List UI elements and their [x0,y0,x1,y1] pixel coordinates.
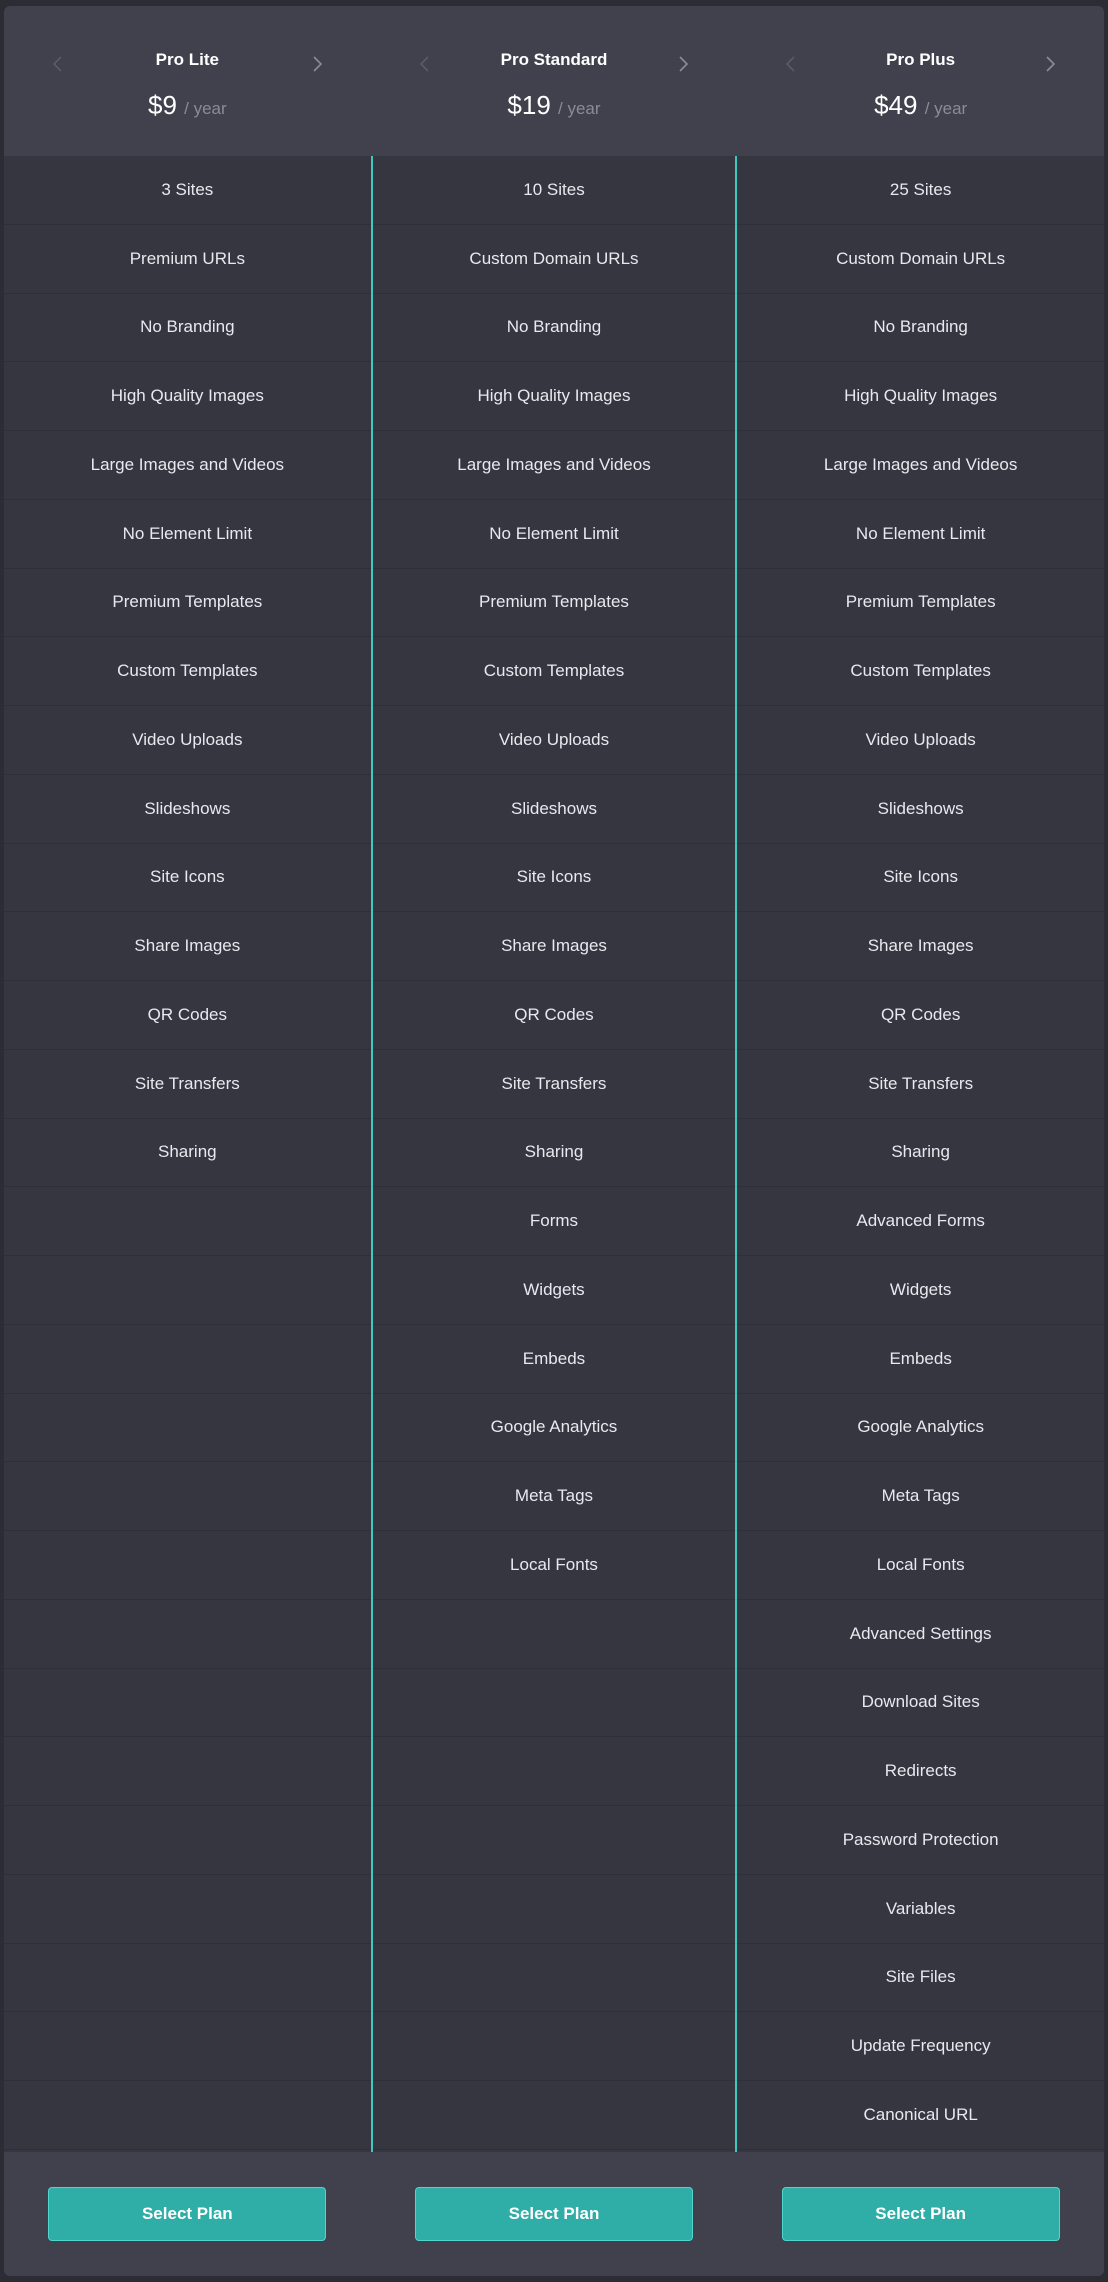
select-plan-button[interactable]: Select Plan [782,2187,1060,2241]
feature-row: Download Sites [737,1669,1104,1738]
feature-row: Large Images and Videos [371,431,738,500]
plan-footer [371,2152,738,2276]
feature-row: Sharing [371,1119,738,1188]
feature-row: Meta Tags [737,1462,1104,1531]
feature-row: Site Transfers [371,1050,738,1119]
feature-row: Custom Templates [4,637,371,706]
price-amount: $9 [147,90,177,120]
feature-row: Large Images and Videos [4,431,371,500]
feature-row: High Quality Images [737,362,1104,431]
feature-row: No Element Limit [371,500,738,569]
feature-row: Widgets [371,1256,738,1325]
feature-row [4,1875,371,1944]
feature-row [4,1462,371,1531]
feature-row [4,2081,371,2150]
feature-row: Premium Templates [4,569,371,638]
feature-list [371,156,738,2150]
pricing-table [4,6,1104,2276]
plan-name: Pro Standard [500,50,608,69]
plan-price [4,90,371,121]
feature-row [371,1944,738,2013]
select-plan-button[interactable]: Select Plan [415,2187,693,2241]
feature-row: Google Analytics [371,1394,738,1463]
feature-row: Advanced Forms [737,1187,1104,1256]
feature-row: Redirects [737,1737,1104,1806]
price-amount: $19 [507,90,551,120]
feature-row: QR Codes [737,981,1104,1050]
feature-row: Advanced Settings [737,1600,1104,1669]
feature-row: QR Codes [371,981,738,1050]
feature-row: No Branding [371,294,738,363]
feature-row: 25 Sites [737,156,1104,225]
feature-row [4,1187,371,1256]
plan-column-pro-lite [4,6,371,2276]
plan-footer [4,2152,371,2276]
feature-row: Slideshows [737,775,1104,844]
feature-row [371,1806,738,1875]
feature-row: High Quality Images [371,362,738,431]
feature-row: Share Images [4,912,371,981]
feature-row: Widgets [737,1256,1104,1325]
price-period: / year [184,99,227,118]
feature-row: Password Protection [737,1806,1104,1875]
feature-row [371,2081,738,2150]
plan-column-pro-standard [371,6,738,2276]
chevron-right-icon[interactable] [305,52,329,76]
feature-row: No Element Limit [4,500,371,569]
feature-row [4,1325,371,1394]
feature-row: Forms [371,1187,738,1256]
plan-header [371,6,738,156]
plan-price [371,90,738,121]
chevron-right-icon[interactable] [671,52,695,76]
feature-row: Local Fonts [371,1531,738,1600]
feature-row: Video Uploads [737,706,1104,775]
feature-row: Custom Domain URLs [371,225,738,294]
feature-list [737,156,1104,2150]
feature-row: Sharing [4,1119,371,1188]
plan-price [737,90,1104,121]
plan-name: Pro Lite [155,50,219,69]
feature-row: Slideshows [4,775,371,844]
plan-header [4,6,371,156]
feature-row: Canonical URL [737,2081,1104,2150]
price-period: / year [558,99,601,118]
feature-row: Custom Domain URLs [737,225,1104,294]
feature-row [371,1669,738,1738]
feature-row: Share Images [371,912,738,981]
feature-row: Share Images [737,912,1104,981]
feature-row: 10 Sites [371,156,738,225]
feature-row: Embeds [371,1325,738,1394]
feature-row: Video Uploads [371,706,738,775]
feature-row [4,1394,371,1463]
feature-row [4,1600,371,1669]
feature-row: No Branding [4,294,371,363]
feature-row: Large Images and Videos [737,431,1104,500]
feature-row [4,1256,371,1325]
feature-row [4,1944,371,2013]
feature-list [4,156,371,2150]
feature-row: Sharing [737,1119,1104,1188]
feature-row: Site Icons [371,844,738,913]
feature-row: Site Icons [737,844,1104,913]
feature-row [4,1737,371,1806]
feature-row [4,1669,371,1738]
feature-row: Site Icons [4,844,371,913]
feature-row: Embeds [737,1325,1104,1394]
select-plan-button[interactable]: Select Plan [48,2187,326,2241]
plan-name: Pro Plus [886,50,956,69]
feature-row [4,2012,371,2081]
feature-row: Site Files [737,1944,1104,2013]
price-amount: $49 [874,90,918,120]
feature-row: Site Transfers [4,1050,371,1119]
feature-row: Premium Templates [371,569,738,638]
plan-column-pro-plus [737,6,1104,2276]
feature-row: Slideshows [371,775,738,844]
feature-row: Premium URLs [4,225,371,294]
feature-row [371,1875,738,1944]
feature-row [4,1806,371,1875]
plan-header [737,6,1104,156]
feature-row: Variables [737,1875,1104,1944]
feature-row: Video Uploads [4,706,371,775]
feature-row: Update Frequency [737,2012,1104,2081]
feature-row: No Element Limit [737,500,1104,569]
price-period: / year [924,99,968,118]
feature-row: Google Analytics [737,1394,1104,1463]
feature-row [4,1531,371,1600]
feature-row: No Branding [737,294,1104,363]
chevron-right-icon[interactable] [1038,52,1062,76]
feature-row [371,1600,738,1669]
feature-row: Meta Tags [371,1462,738,1531]
feature-row: QR Codes [4,981,371,1050]
feature-row [371,2012,738,2081]
feature-row: 3 Sites [4,156,371,225]
feature-row: High Quality Images [4,362,371,431]
feature-row: Custom Templates [371,637,738,706]
feature-row: Custom Templates [737,637,1104,706]
plan-footer [737,2152,1104,2276]
feature-row: Local Fonts [737,1531,1104,1600]
feature-row [371,1737,738,1806]
feature-row: Premium Templates [737,569,1104,638]
feature-row: Site Transfers [737,1050,1104,1119]
